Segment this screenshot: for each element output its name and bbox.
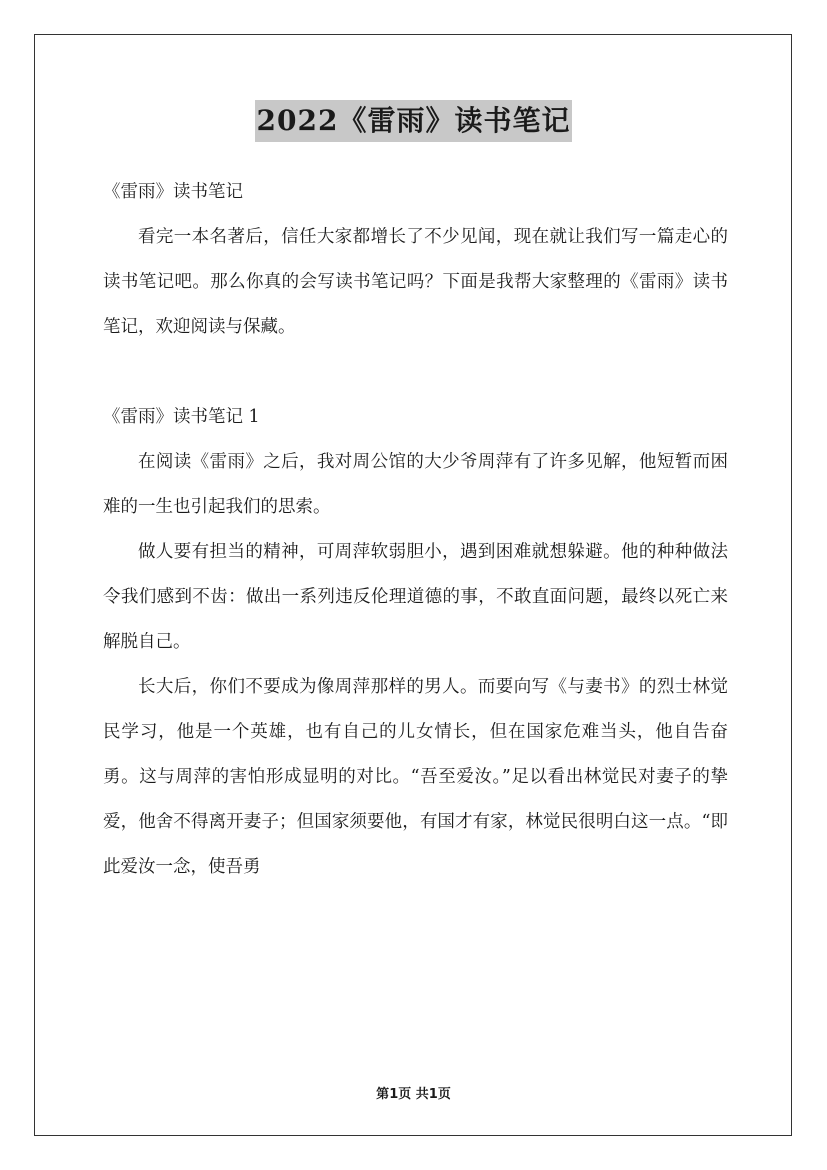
document-body: [103, 170, 728, 890]
document-title: 2022《雷雨》读书笔记: [255, 100, 573, 142]
title-wrap: [0, 100, 827, 142]
footer-mid: 页 共: [398, 1087, 429, 1102]
footer-suffix: 页: [437, 1087, 451, 1102]
document-subtitle: 《雷雨》读书笔记: [103, 182, 243, 202]
intro-paragraph: 看完一本名著后，信任大家都增长了不少见闻，现在就让我们写一篇走心的读书笔记吧。那么你真的会写读书笔记吗？下面是我帮大家整理的《雷雨》读书笔记，欢迎阅读与保藏。: [103, 227, 728, 337]
body-paragraph: 做人要有担当的精神，可周萍软弱胆小，遇到困难就想躲避。他的种种做法令我们感到不齿：做出一系列违反伦理道德的事，不敢直面问题，最终以死亡来解脱自己。: [103, 542, 728, 652]
footer-prefix: 第: [376, 1087, 390, 1102]
page-footer: [0, 1083, 827, 1102]
footer-total-pages: 1: [428, 1087, 438, 1102]
body-paragraph: 在阅读《雷雨》之后，我对周公馆的大少爷周萍有了许多见解，他短暂而困难的一生也引起我们的思索。: [103, 452, 728, 517]
section-gap: [103, 350, 728, 395]
body-paragraph: 长大后，你们不要成为像周萍那样的男人。而要向写《与妻书》的烈士林觉民学习，他是一个英雄，也有自己的儿女情长，但在国家危难当头，他自告奋勇。这与周萍的害怕形成显明的对比。“吾至爱汝。”足以看出林觉民对妻子的挚爱，他舍不得离开妻子；但国家须要他，有国才有家，林觉民很明白这一点。“即此爱汝一念，使吾勇: [103, 677, 728, 877]
section-heading: 《雷雨》读书笔记 1: [103, 407, 260, 427]
footer-page-number: 1: [389, 1087, 399, 1102]
